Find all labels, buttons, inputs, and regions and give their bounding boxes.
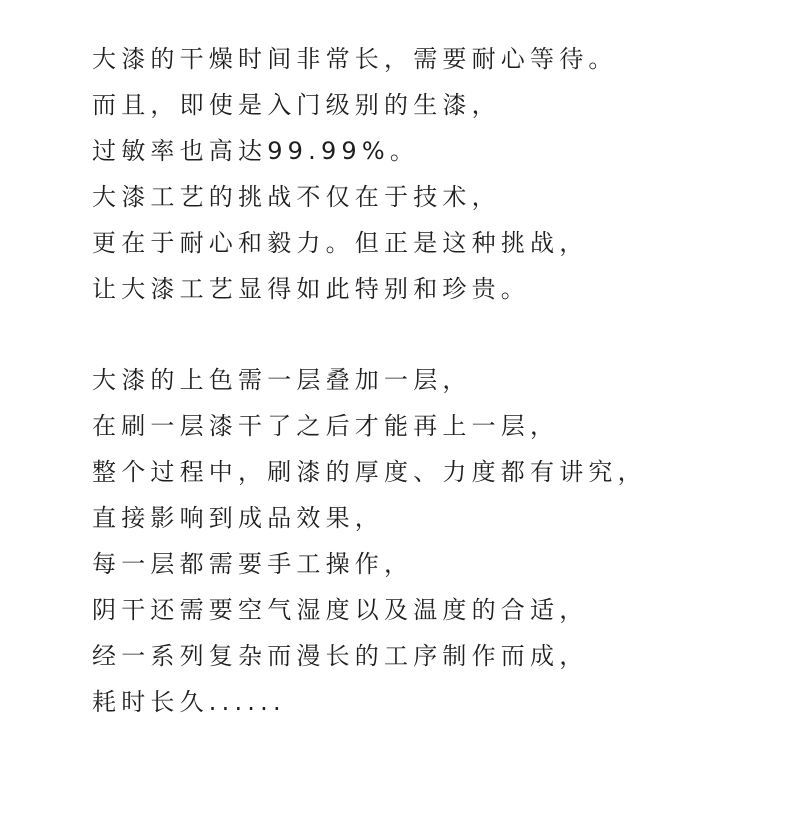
text-line: 大漆的上色需一层叠加一层， [92, 366, 472, 394]
text-line: 大漆的干燥时间非常长，需要耐心等待。 [92, 45, 618, 73]
paragraph-1 [92, 36, 762, 312]
article-text [92, 36, 762, 725]
text-line: 而且，即使是入门级别的生漆， [92, 91, 501, 119]
paragraph-2 [92, 357, 762, 725]
text-line: 在刷一层漆干了之后才能再上一层， [92, 412, 560, 440]
text-line: 大漆工艺的挑战不仅在于技术， [92, 183, 501, 211]
text-line: 让大漆工艺显得如此特别和珍贵。 [92, 275, 530, 303]
text-line: 更在于耐心和毅力。但正是这种挑战， [92, 229, 589, 257]
text-line: 直接影响到成品效果， [92, 504, 384, 532]
text-line: 整个过程中，刷漆的厚度、力度都有讲究， [92, 458, 647, 486]
text-line: 每一层都需要手工操作， [92, 550, 414, 578]
text-line: 经一系列复杂而漫长的工序制作而成， [92, 642, 589, 670]
text-line: 阴干还需要空气湿度以及温度的合适， [92, 596, 589, 624]
text-line: 过敏率也高达99.99%。 [92, 137, 420, 165]
text-line: 耗时长久...... [92, 688, 286, 716]
